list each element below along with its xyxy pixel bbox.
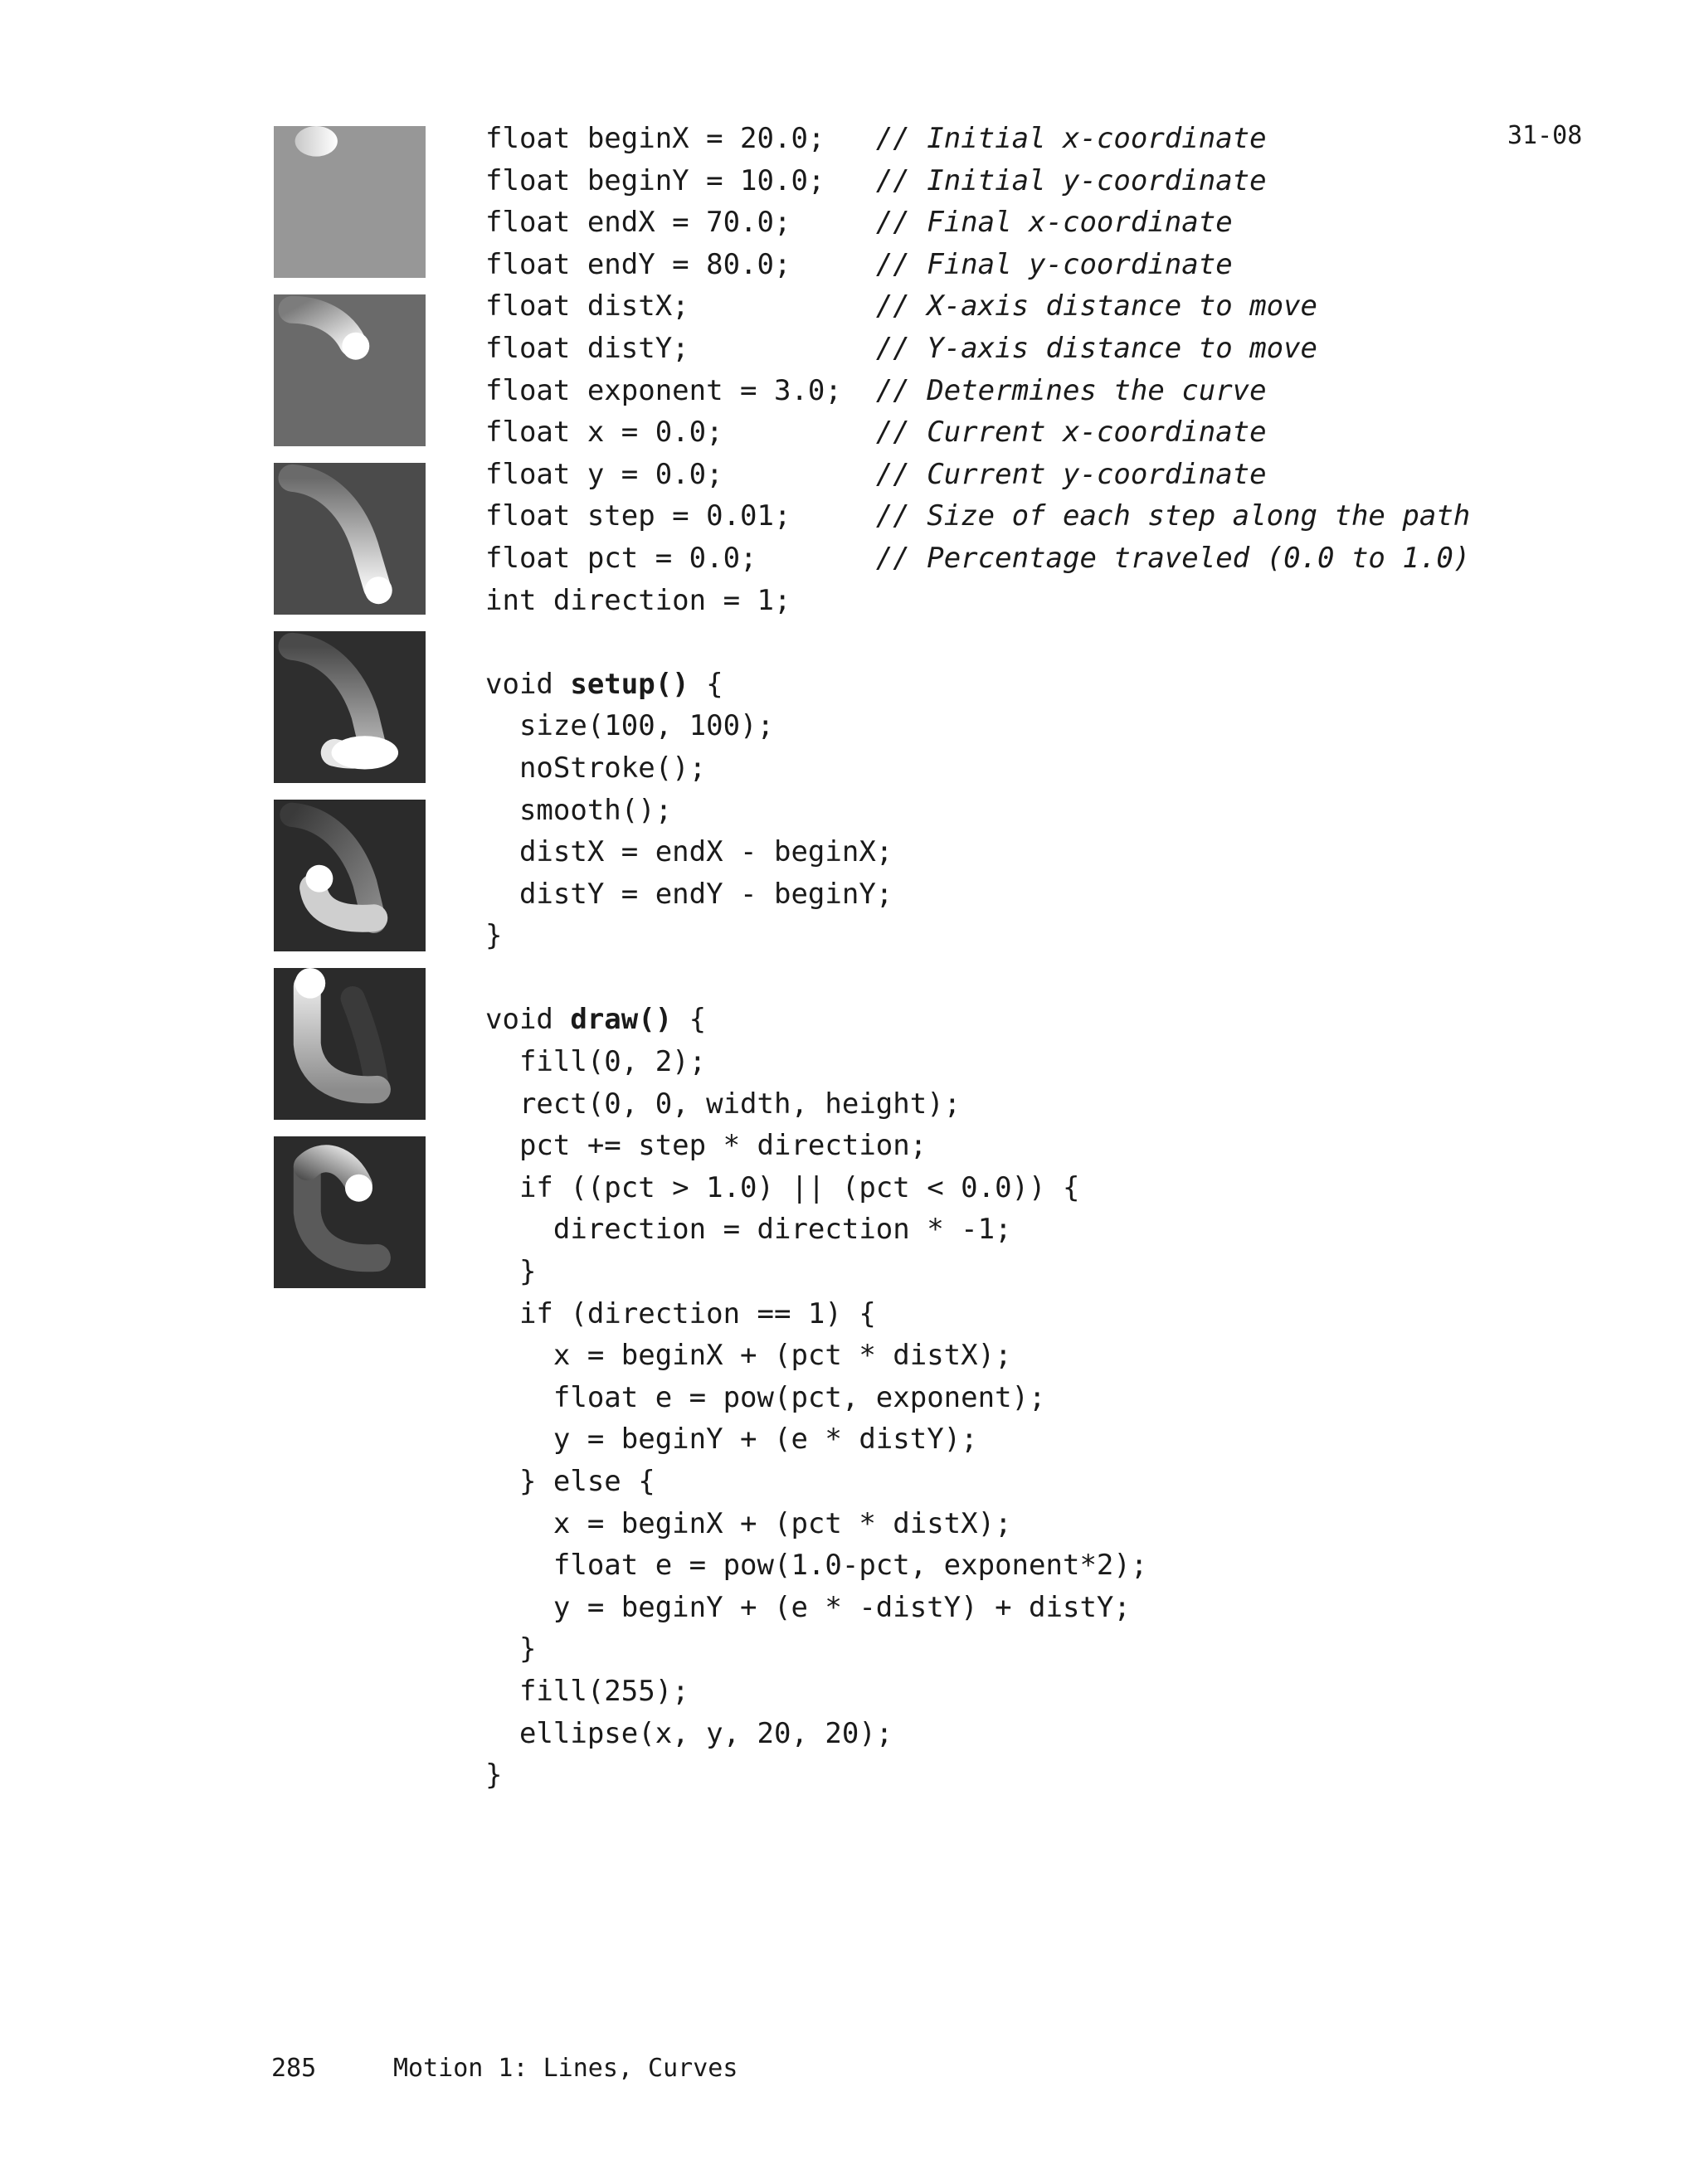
code-comment: // Y-axis distance to move [875, 331, 1318, 365]
code-text: int direction = 1; [485, 583, 791, 617]
code-text: size(100, 100); [485, 709, 774, 743]
code-text: float e = pow(1.0-pct, exponent*2); [485, 1549, 1148, 1583]
code-text: noStroke(); [485, 751, 707, 785]
code-line [485, 747, 1470, 790]
code-line [485, 1754, 1470, 1797]
sketch-frame-3 [274, 463, 426, 615]
code-line [485, 1503, 1470, 1545]
code-text: x = beginX + (pct * distX); [485, 1506, 1012, 1540]
code-text: x = beginX + (pct * distX); [485, 1339, 1012, 1373]
code-text: float x = 0.0; [485, 416, 876, 450]
code-comment: // Size of each step along the path [875, 499, 1471, 533]
code-line [485, 202, 1470, 244]
code-comment: // Current y-coordinate [875, 457, 1267, 491]
code-line [485, 1713, 1470, 1755]
code-text: float beginY = 10.0; [485, 163, 876, 197]
code-line [485, 1251, 1470, 1293]
code-line [485, 1167, 1470, 1209]
code-comment: // Initial y-coordinate [875, 163, 1267, 197]
code-comment: // Final x-coordinate [875, 206, 1233, 240]
page-number: 285 [271, 2054, 317, 2083]
code-line [485, 1544, 1470, 1587]
code-line [485, 1335, 1470, 1377]
sketch-output-thumbnails [274, 126, 426, 1305]
code-text: y = beginY + (e * -distY) + distY; [485, 1590, 1131, 1624]
code-line [485, 118, 1470, 160]
code-listing [485, 118, 1470, 1797]
code-text: float y = 0.0; [485, 457, 876, 491]
code-line [485, 328, 1470, 370]
code-line [485, 537, 1470, 580]
code-line [485, 621, 1470, 664]
code-text: fill(255); [485, 1674, 689, 1708]
sketch-frame-6 [274, 968, 426, 1120]
code-line [485, 957, 1470, 1000]
code-line [485, 160, 1470, 202]
sketch-frame-2 [274, 294, 426, 446]
code-text: direction = direction * -1; [485, 1213, 1012, 1247]
code-line [485, 1209, 1470, 1251]
code-text: if ((pct > 1.0) || (pct < 0.0)) { [485, 1170, 1080, 1204]
code-text-after: { [672, 1003, 707, 1037]
code-text: } [485, 1255, 537, 1289]
code-line [485, 831, 1470, 873]
code-line [485, 1377, 1470, 1419]
sketch-frame-1 [274, 126, 426, 278]
code-line [485, 580, 1470, 622]
code-text: distY = endY - beginY; [485, 877, 893, 911]
code-line [485, 664, 1470, 706]
code-text: } [485, 1632, 537, 1666]
code-text-after: { [689, 667, 723, 701]
code-text: void [485, 1003, 571, 1037]
section-title: Motion 1: Lines, Curves [393, 2054, 738, 2083]
example-number: 31-08 [1507, 121, 1583, 150]
function-name: setup() [570, 667, 689, 701]
code-comment: // Final y-coordinate [875, 247, 1233, 281]
code-text: y = beginY + (e * distY); [485, 1423, 978, 1457]
code-line [485, 244, 1470, 286]
code-line [485, 705, 1470, 747]
code-line [485, 873, 1470, 916]
code-text: rect(0, 0, width, height); [485, 1087, 961, 1121]
code-text: } [485, 919, 503, 953]
code-text: float distY; [485, 331, 876, 365]
code-line [485, 370, 1470, 412]
code-comment: // Initial x-coordinate [875, 122, 1267, 155]
code-text: void [485, 667, 571, 701]
code-text: float exponent = 3.0; [485, 373, 876, 407]
code-line [485, 1125, 1470, 1167]
code-line [485, 999, 1470, 1041]
code-text: float beginX = 20.0; [485, 122, 876, 155]
code-text: pct += step * direction; [485, 1129, 927, 1163]
code-text: float e = pow(pct, exponent); [485, 1380, 1046, 1414]
code-line [485, 1041, 1470, 1083]
code-line [485, 454, 1470, 496]
code-comment: // Determines the curve [875, 373, 1267, 407]
code-text: float pct = 0.0; [485, 541, 876, 575]
code-comment: // Current x-coordinate [875, 416, 1267, 450]
code-comment: // X-axis distance to move [875, 289, 1318, 323]
code-text: } else { [485, 1465, 655, 1498]
code-line [485, 915, 1470, 957]
code-text: ellipse(x, y, 20, 20); [485, 1716, 893, 1750]
sketch-frame-5 [274, 800, 426, 951]
code-text: float step = 0.01; [485, 499, 876, 533]
code-text: float distX; [485, 289, 876, 323]
sketch-frame-4 [274, 631, 426, 783]
code-line [485, 495, 1470, 537]
code-line [485, 1628, 1470, 1671]
code-line [485, 285, 1470, 328]
sketch-frame-7 [274, 1136, 426, 1288]
code-text: distX = endX - beginX; [485, 835, 893, 869]
function-name: draw() [570, 1003, 673, 1037]
code-text: smooth(); [485, 793, 673, 827]
code-text: if (direction == 1) { [485, 1296, 876, 1330]
code-text: float endX = 70.0; [485, 206, 876, 240]
code-line [485, 1083, 1470, 1126]
code-line [485, 411, 1470, 454]
code-line [485, 790, 1470, 832]
code-text: fill(0, 2); [485, 1045, 707, 1079]
code-line [485, 1461, 1470, 1503]
code-line [485, 1418, 1470, 1461]
code-comment: // Percentage traveled (0.0 to 1.0) [875, 541, 1471, 575]
code-line [485, 1587, 1470, 1629]
code-line [485, 1293, 1470, 1335]
code-text: float endY = 80.0; [485, 247, 876, 281]
code-line [485, 1671, 1470, 1713]
code-text: } [485, 1758, 503, 1792]
